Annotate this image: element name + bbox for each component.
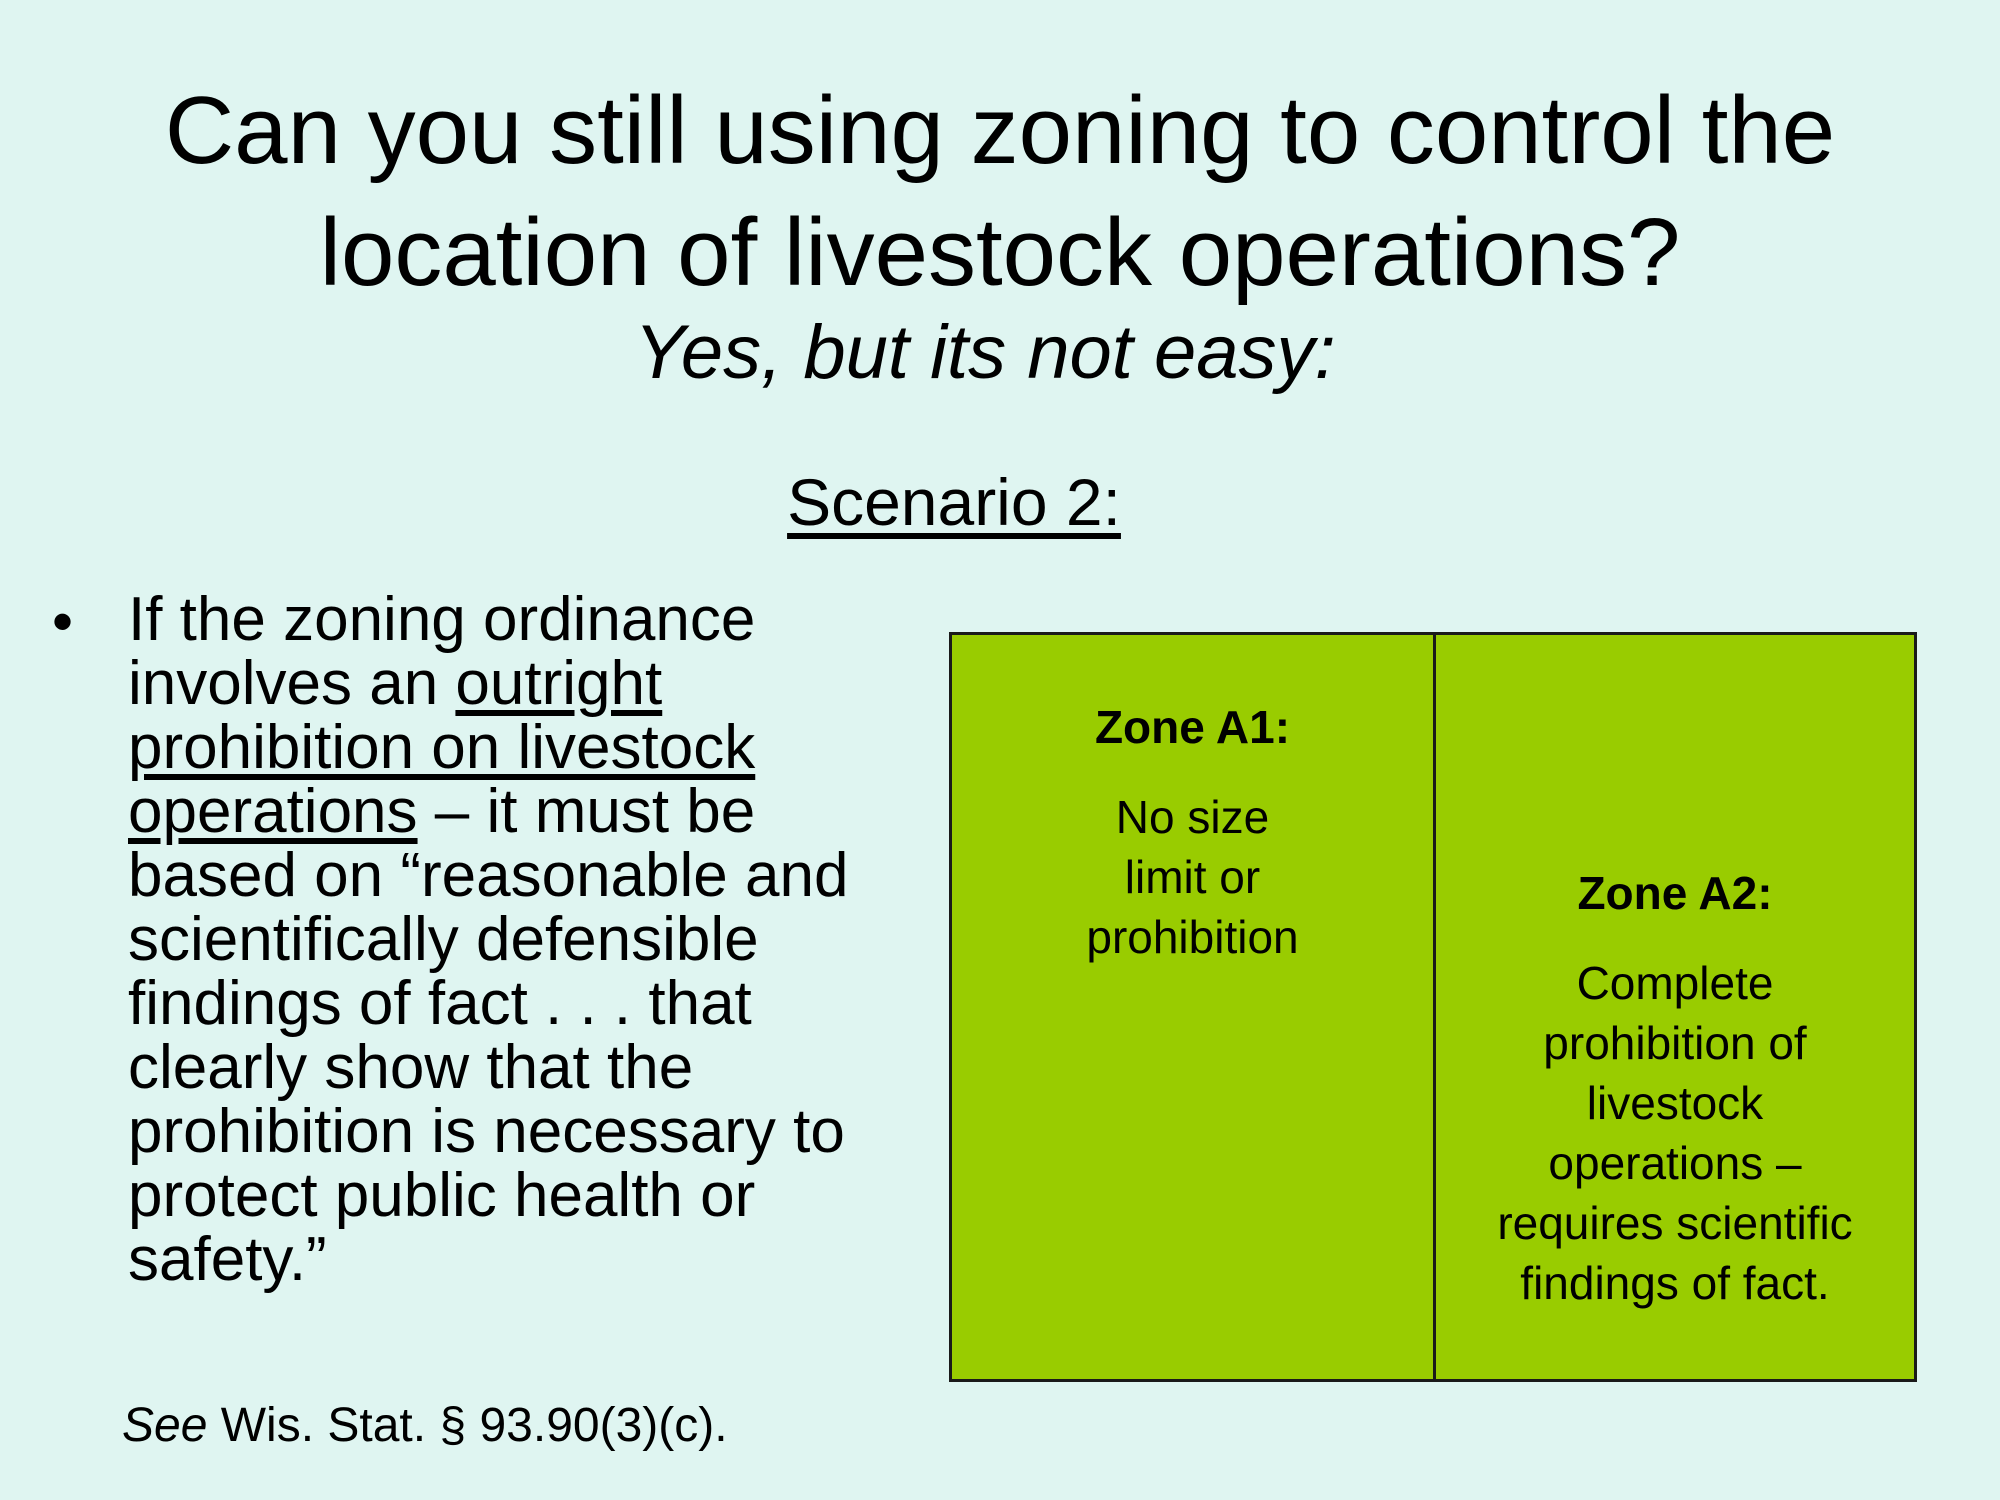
slide-title-line-1: Can you still using zoning to control the (164, 77, 1836, 184)
zone-a2-line: findings of fact. (1520, 1257, 1830, 1309)
zone-a1-box (952, 635, 1433, 1379)
scenario-heading: Scenario 2: (787, 465, 1121, 539)
bullet-text-end: – it must be based on “reasonable and scientifically defensible findings of fact . . . that clearly show that the prohibition is necessary to protect public health or safety.” (128, 777, 849, 1294)
zone-a1-description (952, 787, 1433, 967)
zone-a1-title: Zone A1: (1094, 701, 1291, 753)
slide-subtitle: Yes, but its not easy: (634, 310, 1336, 395)
citation-text: Wis. Stat. § 93.90(3)(c). (207, 1399, 728, 1452)
zone-a1-line: No size (1115, 791, 1270, 843)
slide-title (0, 70, 2000, 314)
slide-title-line-2: location of livestock operations? (319, 199, 1681, 306)
zone-a2-description (1436, 953, 1914, 1313)
zone-a2-line: livestock (1586, 1077, 1764, 1129)
citation-see: See (122, 1399, 208, 1452)
zone-a2-line: prohibition of (1543, 1017, 1807, 1069)
bullet-text-underlined: outright prohibition on livestock operations (128, 649, 756, 846)
bullet-text-start: If the zoning ordinance involves an (128, 585, 756, 718)
bullet-text (128, 585, 868, 1294)
zone-diagram (949, 632, 1917, 1382)
statute-citation (122, 1396, 728, 1456)
bullet-marker: • (52, 588, 74, 655)
zone-a2-title: Zone A2: (1577, 867, 1773, 919)
zone-a2-content (1436, 863, 1914, 1313)
zone-a1-line: limit or (1124, 851, 1261, 903)
zone-a2-box (1433, 635, 1914, 1379)
zone-a1-line: prohibition (1086, 911, 1299, 963)
zone-a2-line: requires scientific (1497, 1197, 1853, 1249)
zone-a2-line: Complete (1576, 957, 1774, 1009)
zone-a1-content (952, 697, 1433, 967)
zone-a2-line: operations – (1548, 1137, 1802, 1189)
